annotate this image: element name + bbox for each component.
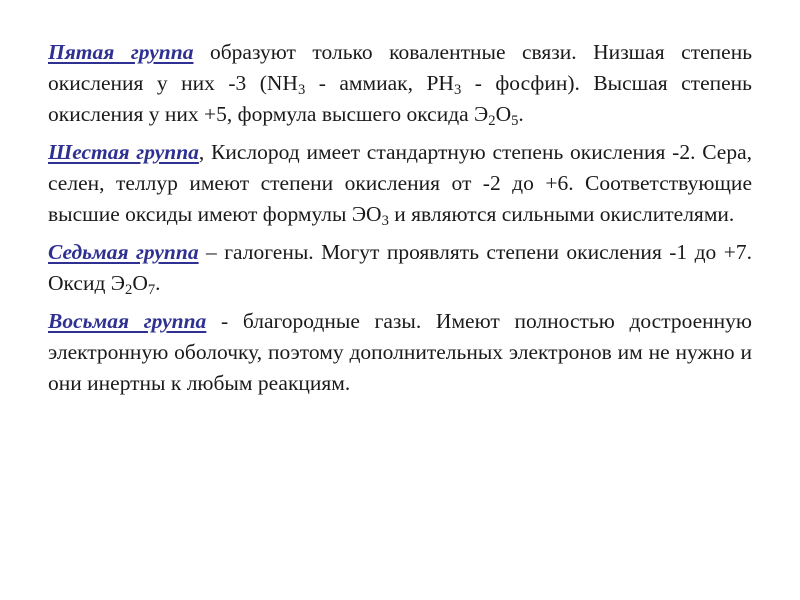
fifth-group-sub-1: 3 [297,82,306,99]
paragraph-fifth-group [48,37,752,130]
fifth-group-text-4: O [495,102,512,126]
seventh-group-text-1: – галогены. Могут проявлять степени окисления -1 до +7. Оксид Э [48,240,752,295]
fifth-group-text-3: - фосфин). Высшая степень окисления у них +5, формула высшего оксида Э [48,71,752,126]
sixth-group-text-2: и являются сильными окислителями. [388,202,735,226]
seventh-group-title: Седьмая группа [48,240,199,264]
paragraph-seventh-group [48,237,752,299]
seventh-group-text-3: . [155,271,161,295]
eighth-group-text-1: - благородные газы. Имеют полностью достроенную электронную оболочку, поэтому дополнительных электронов им не нужно и они инертны к любым реакциям. [48,309,752,395]
sixth-group-title: Шестая группа [48,140,199,164]
fifth-group-sub-4: 5 [511,113,519,130]
seventh-group-sub-2: 7 [147,282,156,299]
fifth-group-text-2: - аммиак, PH [305,71,454,95]
seventh-group-sub-1: 2 [125,282,133,299]
fifth-group-text-5: . [518,102,524,126]
fifth-group-text-1: образуют только ковалентные связи. Низшая степень окисления у них -3 (NH [48,40,753,95]
fifth-group-sub-2: 3 [453,82,462,99]
paragraph-sixth-group [48,137,752,230]
seventh-group-text-2: O [132,271,148,295]
fifth-group-sub-3: 2 [488,113,496,130]
paragraph-eighth-group [48,306,752,399]
sixth-group-sub-1: 3 [381,213,389,230]
fifth-group-title: Пятая группа [48,40,194,64]
sixth-group-text-1: , Кислород имеет стандартную степень окисления -2. Сера, селен, теллур имеют степени окисления от -2 до +6. Соответствующие высшие оксиды имеют формулы ЭO [48,140,753,226]
eighth-group-title: Восьмая группа [48,309,207,333]
